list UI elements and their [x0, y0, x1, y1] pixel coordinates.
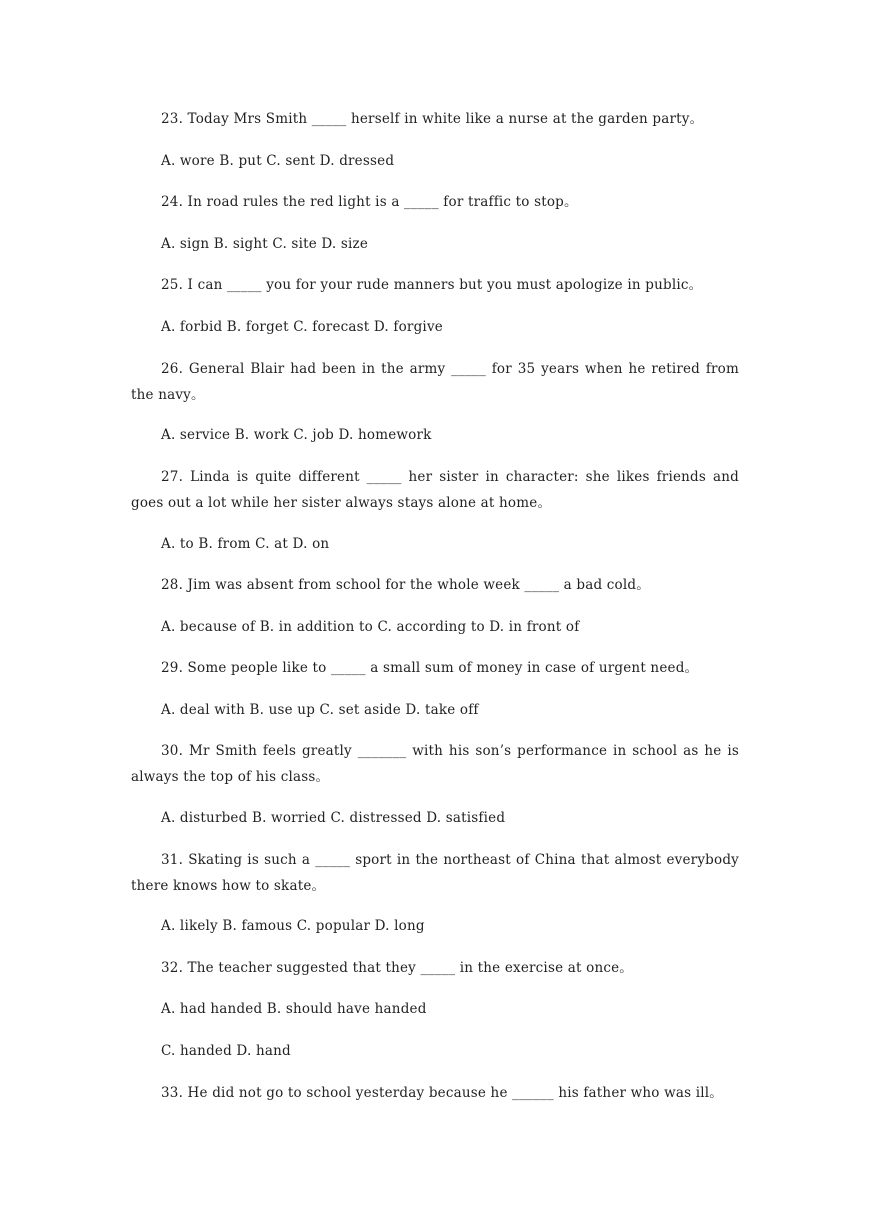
question-23: 23. Today Mrs Smith _____ herself in white like a nurse at the garden party。	[161, 111, 704, 127]
options-27: A. to B. from C. at D. on	[161, 536, 330, 552]
question-24: 24. In road rules the red light is a _____ for traffic to stop。	[161, 194, 578, 210]
options-24: A. sign B. sight C. site D. size	[161, 236, 369, 252]
question-28: 28. Jim was absent from school for the whole week _____ a bad cold。	[161, 577, 650, 593]
options-25: A. forbid B. forget C. forecast D. forgive	[161, 319, 443, 335]
question-31: 31. Skating is such a _____ sport in the northeast of China that almost everybody there knows how to skate。	[131, 852, 739, 894]
question-33: 33. He did not go to school yesterday because he ______ his father who was ill。	[161, 1085, 724, 1101]
options-26: A. service B. work C. job D. homework	[161, 427, 432, 443]
question-26: 26. General Blair had been in the army _____ for 35 years when he retired from the navy。	[131, 361, 739, 403]
options-31: A. likely B. famous C. popular D. long	[161, 918, 425, 934]
question-27: 27. Linda is quite different _____ her sister in character: she likes friends and goes out a lot while her sister always stays alone at home。	[131, 469, 739, 511]
options-29: A. deal with B. use up C. set aside D. take off	[161, 702, 479, 718]
options-32-continued: C. handed D. hand	[161, 1043, 291, 1059]
question-25: 25. I can _____ you for your rude manners but you must apologize in public。	[161, 277, 703, 293]
options-23: A. wore B. put C. sent D. dressed	[161, 153, 395, 169]
options-28: A. because of B. in addition to C. according to D. in front of	[161, 619, 580, 635]
options-30: A. disturbed B. worried C. distressed D. satisfied	[161, 810, 506, 826]
question-29: 29. Some people like to _____ a small sum of money in case of urgent need。	[161, 660, 699, 676]
question-32: 32. The teacher suggested that they _____ in the exercise at once。	[161, 960, 633, 976]
options-32: A. had handed B. should have handed	[161, 1001, 427, 1017]
question-30: 30. Mr Smith feels greatly _______ with his son’s performance in school as he is always the top of his class。	[131, 743, 739, 785]
